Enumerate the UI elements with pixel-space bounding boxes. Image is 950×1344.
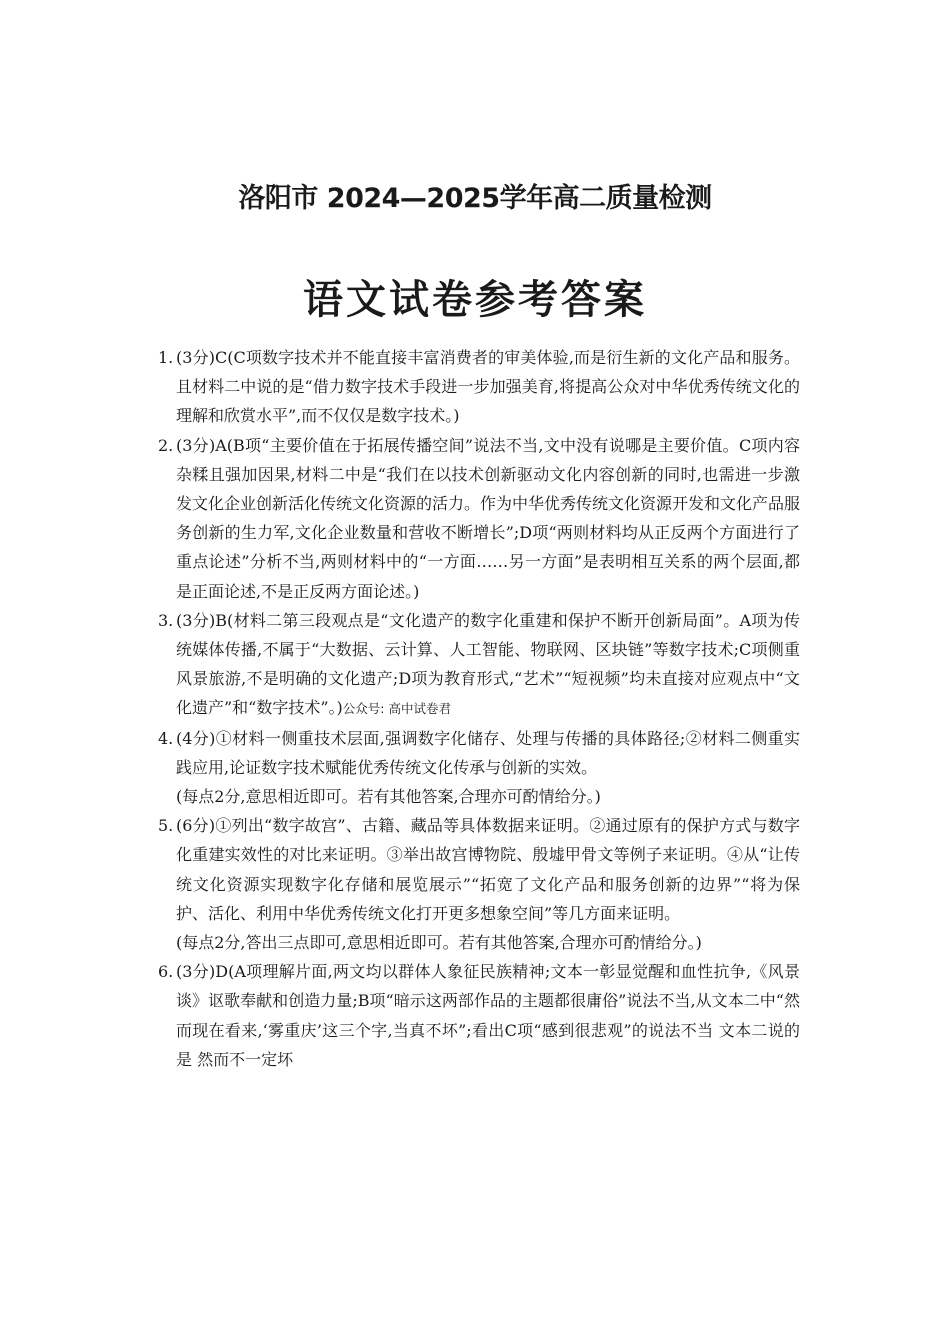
answer-number: 2. — [158, 435, 174, 455]
answer-body — [176, 343, 800, 431]
answer-list — [158, 343, 800, 1074]
answer-body — [176, 811, 800, 957]
answer-body — [176, 957, 800, 1074]
answer-number: 3. — [158, 610, 174, 630]
answer-text: (3分)B(材料二第三段观点是“文化遗产的数字化重建和保护不断开创新局面”。A项为传统媒体传播,不属于“大数据、云计算、人工智能、物联网、区块链”等数字技术;C项侧重风景旅游,不是明确的文化遗产;D项为教育形式,“艺术”“短视频”均未直接对应观点中“文化遗产”和“数字技术”。) — [176, 610, 800, 718]
answer-body — [176, 606, 800, 724]
answer-body — [176, 724, 800, 812]
answer-item-2 — [158, 431, 800, 606]
answer-item-6 — [158, 957, 800, 1074]
answer-text: (6分)①列出“数字故宫”、古籍、藏品等具体数据来证明。②通过原有的保护方式与数字化重建实效性的对比来证明。③举出故宫博物院、殷墟甲骨文等例子来证明。④从“让传统文化资源实现数字化存储和展览展示”“拓宽了文化产品和服务创新的边界”“将为保护、活化、利用中华优秀传统文化打开更多想象空间”等几方面来证明。 — [176, 816, 800, 923]
answer-item-1 — [158, 343, 800, 431]
answer-body — [176, 431, 800, 606]
answer-text: (3分)A(B项“主要价值在于拓展传播空间”说法不当,文中没有说哪是主要价值。C项内容杂糅且强加因果,材料二中是“我们在以技术创新驱动文化内容创新的同时,也需进一步激发文化企业创新活化传统文化资源的活力。作为中华优秀传统文化资源开发和文化产品服务创新的生力军,文化企业数量和营收不断增长”;D项“两则材料均从正反两个方面进行了重点论述”分析不当,两则材料中的“一方面……另一方面”是表明相互关系的两个层面,都是正面论述,不是正反两方面论述。) — [176, 435, 801, 601]
answer-text: (3分)D(A项理解片面,两文均以群体人象征民族精神;文本一彰显觉醒和血性抗争,《风景谈》讴歌奉献和创造力量;B项“暗示这两部作品的主题都很庸俗”说法不当,从文本二中“然而现在看来,‘雾重庆’这三个字,当真不坏”;看出C项“感到很悲观”的说法不当 文本二说的是 然而不一定坏 — [176, 962, 800, 1069]
answer-text: (3分)C(C项数字技术并不能直接丰富消费者的审美体验,而是衍生新的文化产品和服务。且材料二中说的是“借力数字技术手段进一步加强美育,将提高公众对中华优秀传统文化的理解和欣赏水平”,而不仅仅是数字技术。) — [176, 348, 800, 426]
exam-title: 洛阳市 2024—2025学年高二质量检测 — [238, 183, 712, 214]
answer-item-4 — [158, 724, 800, 812]
answer-number: 1. — [158, 348, 174, 367]
watermark-text: 公众号: 高中试卷君 — [342, 701, 451, 717]
answer-item-5 — [158, 811, 800, 957]
document-title: 语文试卷参考答案 — [303, 276, 647, 323]
scoring-note: (每点2分,意思相近即可。若有其他答案,合理亦可酌情给分。) — [176, 787, 601, 807]
answer-text: (4分)①材料一侧重技术层面,强调数字化储存、处理与传播的具体路径;②材料二侧重实践应用,论证数字技术赋能优秀传统文化传承与创新的实效。 — [176, 728, 800, 777]
answer-item-3 — [158, 606, 800, 724]
answer-number: 6. — [158, 962, 174, 982]
answer-number: 4. — [158, 728, 174, 748]
answer-number: 5. — [158, 816, 174, 836]
scoring-note: (每点2分,答出三点即可,意思相近即可。若有其他答案,合理亦可酌情给分。) — [176, 933, 702, 953]
